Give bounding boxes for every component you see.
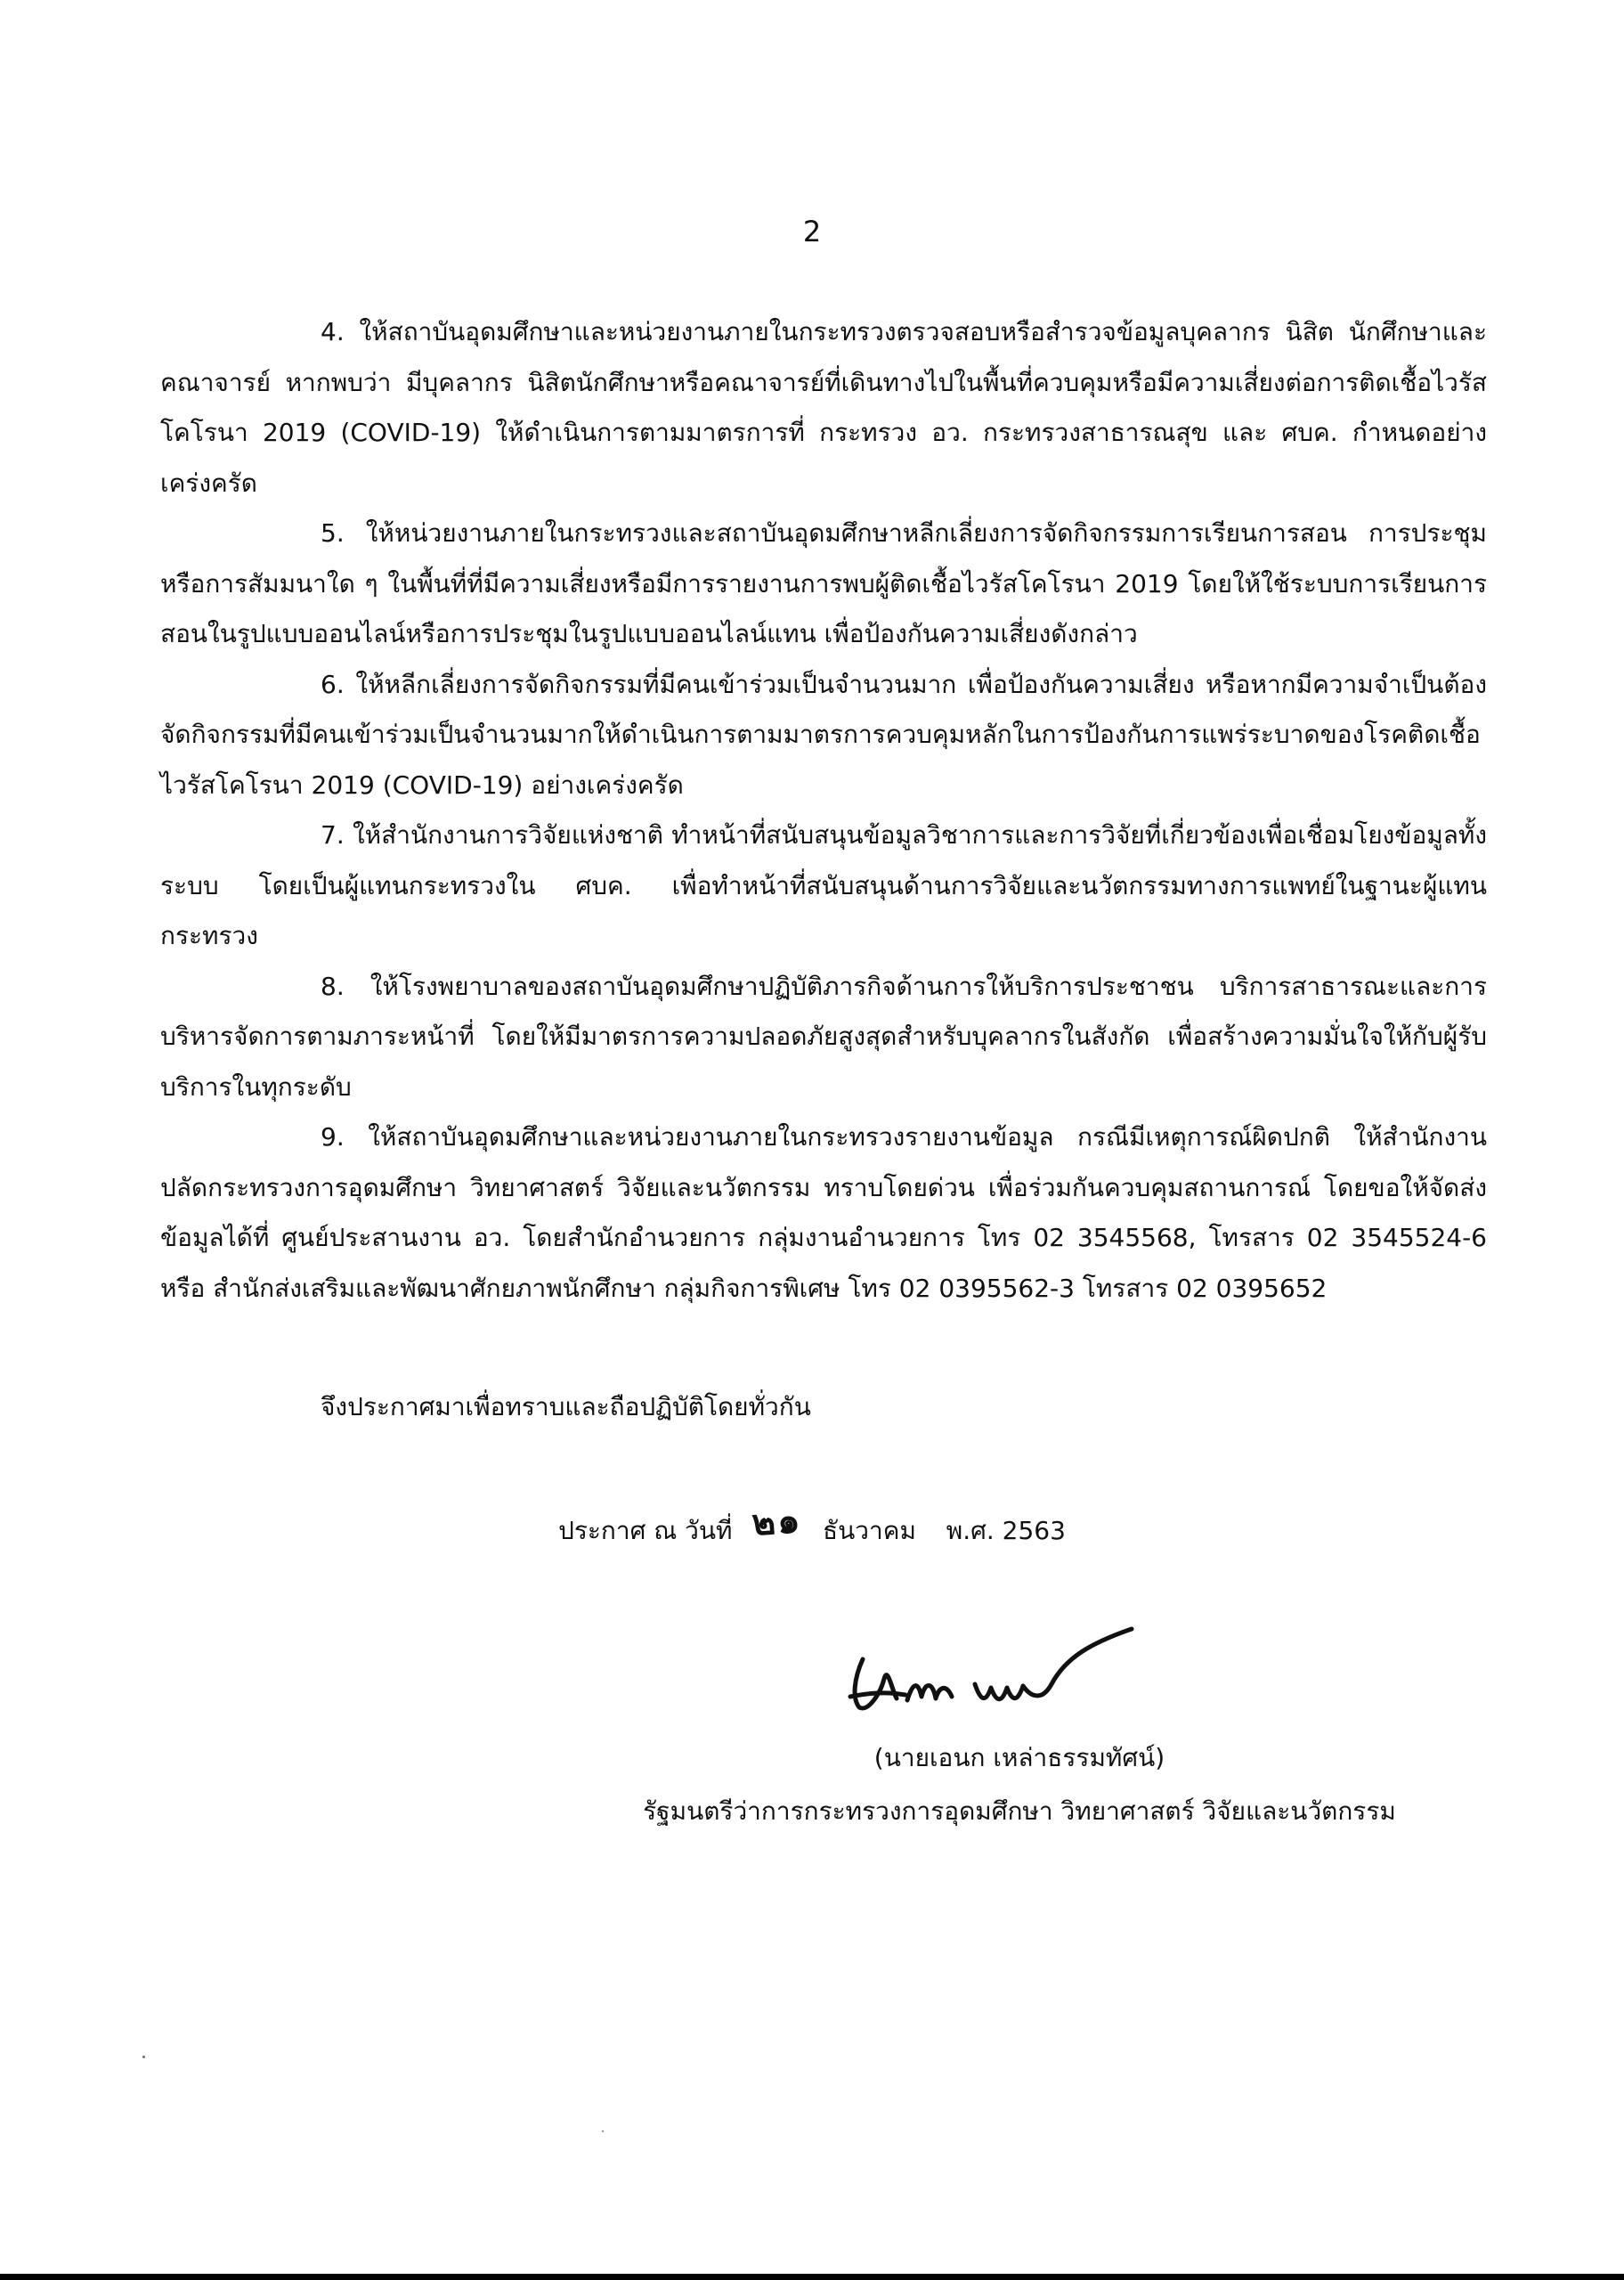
date-prefix: ประกาศ ณ วันที่	[558, 1516, 733, 1545]
signer-name: (นายเอนก เหล่าธรรมทัศน์)	[873, 1743, 1165, 1772]
paragraph-item-4: 4. ให้สถาบันอุดมศึกษาและหน่วยงานภายในกระทรวงตรวจสอบหรือสำรวจข้อมูลบุคลากร นิสิต นักศึกษาและคณาจารย์ หากพบว่า มีบุคลากร นิสิตนักศึกษาหรือคณาจารย์ที่เดินทางไปในพื้นที่ควบคุมหรือมีความเสี่ยงต่อการติดเชื้อไวรัสโคโรนา 2019 (COVID-19) ให้ดำเนินการตามมาตรการที่ กระทรวง อว. กระทรวงสาธารณสุข และ ศบค. กำหนดอย่างเคร่งครัด	[160, 317, 1487, 498]
page-number: 2	[802, 215, 822, 248]
announcement-body	[160, 307, 1487, 1314]
date-month: ธันวาคม	[823, 1516, 916, 1545]
paragraph-item-9: 9. ให้สถาบันอุดมศึกษาและหน่วยงานภายในกระทรวงรายงานข้อมูล กรณีมีเหตุการณ์ผิดปกติ ให้สำนักงานปลัดกระทรวงการอุดมศึกษา วิทยาศาสตร์ วิจัยและนวัตกรรม ทราบโดยด่วน เพื่อร่วมกันควบคุมสถานการณ์ โดยขอให้จัดส่งข้อมูลได้ที่ ศูนย์ประสานงาน อว. โดยสำนักอำนวยการ กลุ่มงานอำนวยการ โทร 02 3545568, โทรสาร 02 3545524-6 หรือ สำนักส่งเสริมและพัฒนาศักยภาพนักศึกษา กลุ่มกิจการพิเศษ โทร 02 0395562-3 โทรสาร 02 0395652	[160, 1122, 1488, 1303]
scan-speck	[142, 2056, 145, 2058]
scan-speck	[602, 2130, 604, 2132]
announcement-date	[0, 1499, 1624, 1553]
date-year: พ.ศ. 2563	[946, 1516, 1066, 1545]
closing-statement: จึงประกาศมาเพื่อทราบและถือปฏิบัติโดยทั่วกัน	[321, 1392, 811, 1421]
handwritten-signature-icon	[832, 1608, 1153, 1732]
paragraph-item-5: 5. ให้หน่วยงานภายในกระทรวงและสถาบันอุดมศึกษาหลีกเลี่ยงการจัดกิจกรรมการเรียนการสอน การประชุม หรือการสัมมนาใด ๆ ในพื้นที่ที่มีความเสี่ยงหรือมีการรายงานการพบผู้ติดเชื้อไวรัสโคโรนา 2019 โดยให้ใช้ระบบการเรียนการสอนในรูปแบบออนไลน์หรือการประชุมในรูปแบบออนไลน์แทน เพื่อป้องกันความเสี่ยงดังกล่าว	[160, 518, 1487, 648]
paragraph-item-8: 8. ให้โรงพยาบาลของสถาบันอุดมศึกษาปฏิบัติภารกิจด้านการให้บริการประชาชน บริการสาธารณะและการบริหารจัดการตามภาระหน้าที่ โดยให้มีมาตรการความปลอดภัยสูงสุดสำหรับบุคลากรในสังกัด เพื่อสร้างความมั่นใจให้กับผู้รับบริการในทุกระดับ	[160, 971, 1487, 1102]
date-day-handwritten: ๒๑	[751, 1499, 804, 1544]
paragraph-item-6: 6. ให้หลีกเลี่ยงการจัดกิจกรรมที่มีคนเข้าร่วมเป็นจำนวนมาก เพื่อป้องกันความเสี่ยง หรือหากมีความจำเป็นต้องจัดกิจกรรมที่มีคนเข้าร่วมเป็นจำนวนมากให้ดำเนินการตามมาตรการควบคุมหลักในการป้องกันการแพร่ระบาดของโรคติดเชื้อไวรัสโคโรนา 2019 (COVID-19) อย่างเคร่งครัด	[160, 669, 1487, 800]
signer-title: รัฐมนตรีว่าการกระทรวงการอุดมศึกษา วิทยาศาสตร์ วิจัยและนวัตกรรม	[643, 1796, 1396, 1826]
paragraph-item-7: 7. ให้สำนักงานการวิจัยแห่งชาติ ทำหน้าที่สนับสนุนข้อมูลวิชาการและการวิจัยที่เกี่ยวข้องเพื่อเชื่อมโยงข้อมูลทั้งระบบ โดยเป็นผู้แทนกระทรวงใน ศบค. เพื่อทำหน้าที่สนับสนุนด้านการวิจัยและนวัตกรรมทางการแพทย์ในฐานะผู้แทนกระทรวง	[160, 820, 1487, 950]
scan-bottom-edge	[0, 2274, 1624, 2280]
